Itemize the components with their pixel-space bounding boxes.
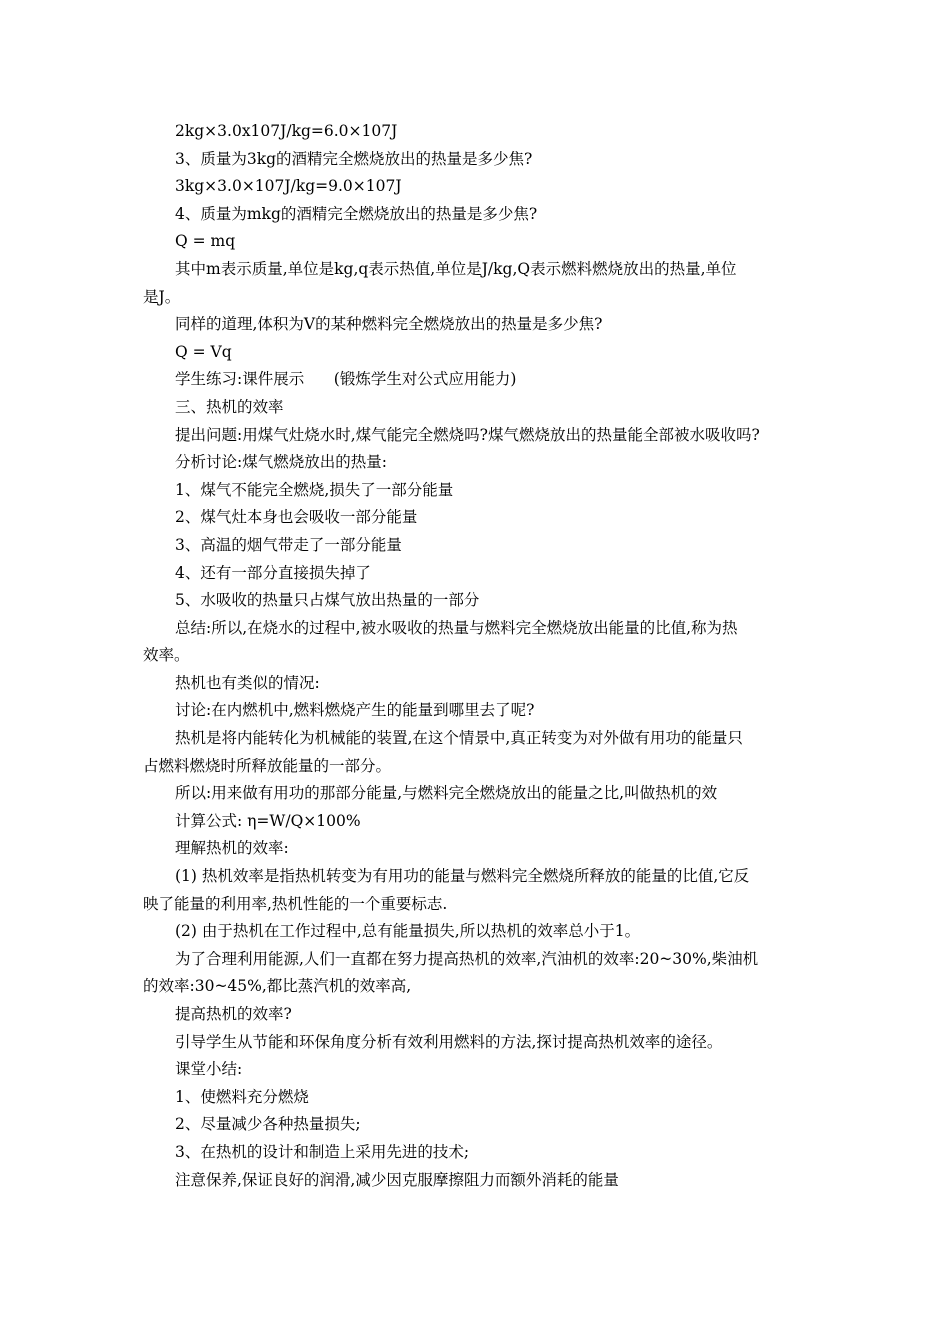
- text-line: 课堂小结:: [175, 1060, 243, 1079]
- text-line: 注意保养,保证良好的润滑,减少因克服摩擦阻力而额外消耗的能量: [175, 1170, 619, 1189]
- text-line: Q = Vq: [175, 342, 232, 361]
- text-line: 所以:用来做有用功的那部分能量,与燃料完全燃烧放出的能量之比,叫做热机的效: [175, 784, 718, 803]
- text-line: 其中m表示质量,单位是kg,q表示热值,单位是J/kg,Q表示燃料燃烧放出的热量,单位: [175, 259, 737, 278]
- text-line: 总结:所以,在烧水的过程中,被水吸收的热量与燃料完全燃烧放出能量的比值,称为热: [175, 618, 738, 637]
- text-line: 同样的道理,体积为V的某种燃料完全燃烧放出的热量是多少焦?: [175, 315, 603, 334]
- text-line: 2、煤气灶本身也会吸收一部分能量: [175, 508, 418, 527]
- text-line: 热机是将内能转化为机械能的装置,在这个情景中,真正转变为对外做有用功的能量只: [175, 729, 743, 748]
- text-line: 3、高温的烟气带走了一部分能量: [175, 535, 402, 554]
- text-line: 分析讨论:煤气燃烧放出的热量:: [175, 453, 387, 472]
- text-line: 2kg×3.0x107J/kg=6.0×107J: [175, 122, 398, 140]
- document-body: [143, 118, 823, 1194]
- text-line: (1) 热机效率是指热机转变为有用功的能量与燃料完全燃烧所释放的能量的比值,它反: [175, 867, 750, 886]
- text-line: 5、水吸收的热量只占煤气放出热量的一部分: [175, 591, 480, 610]
- text-line: 的效率:30~45%,都比蒸汽机的效率高,: [143, 977, 412, 996]
- text-line: 占燃料燃烧时所释放能量的一部分。: [143, 756, 392, 775]
- text-line: 是J。: [143, 287, 181, 306]
- text-line: 提高热机的效率?: [175, 1005, 292, 1023]
- text-line: 映了能量的利用率,热机性能的一个重要标志.: [143, 894, 448, 913]
- text-line: 学生练习:课件展示 (锻炼学生对公式应用能力): [175, 370, 517, 389]
- text-line: 热机也有类似的情况:: [175, 673, 320, 692]
- text-line: 计算公式: η=W/Q×100%: [175, 811, 361, 830]
- text-line: 4、质量为mkg的酒精完全燃烧放出的热量是多少焦?: [175, 204, 538, 223]
- text-line: (2) 由于热机在工作过程中,总有能量损失,所以热机的效率总小于1。: [175, 922, 641, 941]
- text-line: 效率。: [143, 646, 190, 665]
- text-line: 3、在热机的设计和制造上采用先进的技术;: [175, 1142, 470, 1161]
- text-line: 2、尽量减少各种热量损失;: [175, 1115, 361, 1134]
- text-line: 理解热机的效率:: [175, 839, 289, 858]
- text-line: 1、煤气不能完全燃烧,损失了一部分能量: [175, 480, 454, 499]
- text-line: 3kg×3.0×107J/kg=9.0×107J: [175, 177, 402, 196]
- text-line: 3、质量为3kg的酒精完全燃烧放出的热量是多少焦?: [175, 149, 533, 168]
- text-line: 1、使燃料充分燃烧: [175, 1087, 309, 1106]
- text-line: 为了合理利用能源,人们一直都在努力提高热机的效率,汽油机的效率:20~30%,柴油机: [175, 949, 759, 968]
- text-line: Q = mq: [175, 232, 236, 251]
- text-line: 引导学生从节能和环保角度分析有效利用燃料的方法,探讨提高热机效率的途径。: [175, 1032, 723, 1051]
- text-line: 三、热机的效率: [175, 397, 284, 416]
- text-line: 提出问题:用煤气灶烧水时,煤气能完全燃烧吗?煤气燃烧放出的热量能全部被水吸收吗?: [175, 425, 760, 444]
- text-line: 讨论:在内燃机中,燃料燃烧产生的能量到哪里去了呢?: [175, 701, 535, 720]
- text-line: 4、还有一部分直接损失掉了: [175, 563, 371, 582]
